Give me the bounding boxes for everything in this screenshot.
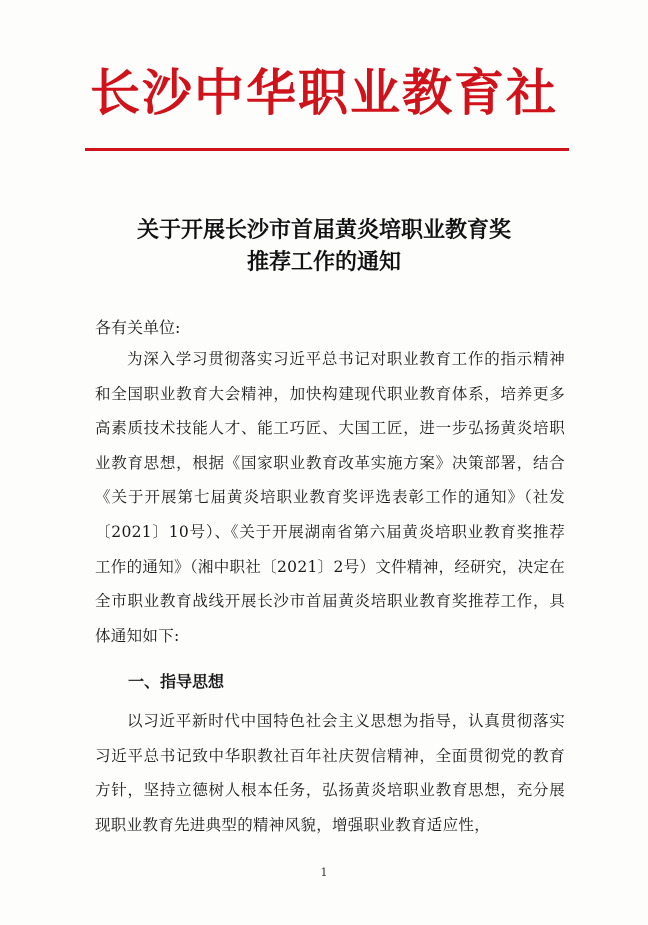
body-paragraph-1: 为深入学习贯彻落实习近平总书记对职业教育工作的指示精神和全国职业教育大会精神，加快构建现代职业教育体系，培养更多高素质技术技能人才、能工巧匠、大国工匠，进一步弘扬黄炎培职业教育思想，根据《国家职业教育改革实施方案》决策部署，结合《关于开展第七届黄炎培职业教育奖评选表彰工作的通知》（社发〔2021〕10号）、《关于开展湖南省第六届黄炎培职业教育奖推荐工作的通知》（湘中职社〔2021〕2号）文件精神，经研究，决定在全市职业教育战线开展长沙市首届黄炎培职业教育奖推荐工作，具体通知如下: <box>95 350 565 645</box>
body-paragraph-2: 以习近平新时代中国特色社会主义思想为指导，认真贯彻落实习近平总书记致中华职教社百年社庆贺信精神，全面贯彻党的教育方针，坚持立德树人根本任务，弘扬黄炎培职业教育思想，充分展现职业教育先进典型的精神风貌，增强职业教育适应性， <box>95 712 565 834</box>
notice-title-line-2: 推荐工作的通知 <box>246 249 401 275</box>
salutation: 各有关单位: <box>95 318 181 337</box>
section-heading-guiding-ideology: 一、指导思想 <box>128 672 225 691</box>
masthead-title: 长沙中华职业教育社 <box>90 63 558 122</box>
red-divider <box>85 148 569 151</box>
page-number: 1 <box>320 866 328 879</box>
notice-title-line-1: 关于开展长沙市首届黄炎培职业教育奖 <box>136 217 511 243</box>
